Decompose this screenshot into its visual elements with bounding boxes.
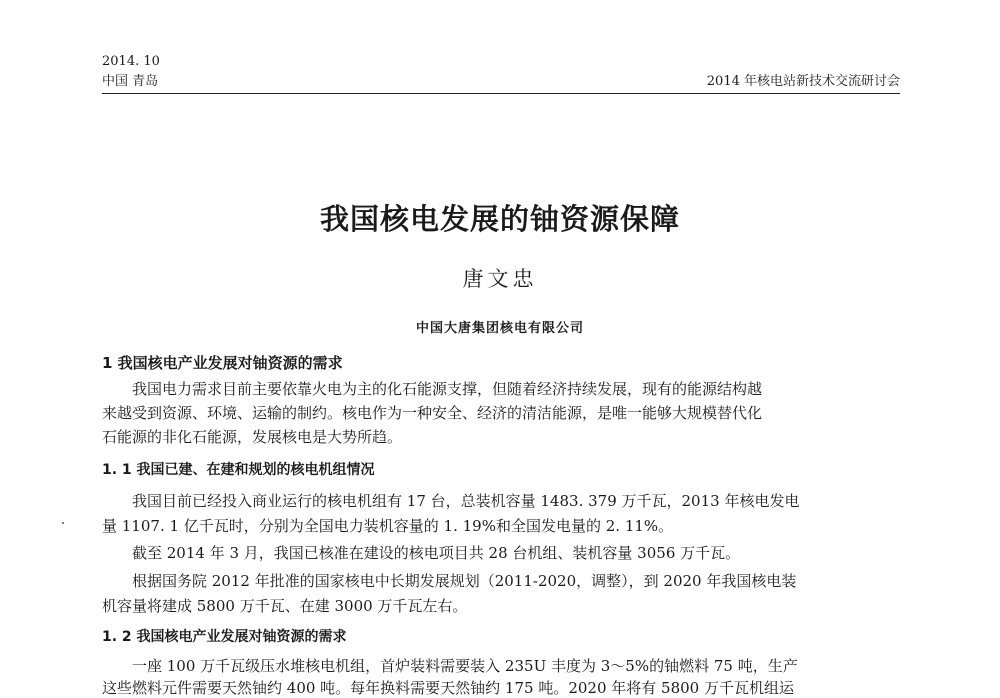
s11-p3-line2: 机容量将建成 5800 万千瓦、在建 3000 万千瓦左右。 xyxy=(102,597,468,615)
s11-p1-line1: 我国目前已经投入商业运行的核电机组有 17 台，总装机容量 1483. 379 万千瓦，2013 年核电发电 xyxy=(132,492,800,510)
header-date: 2014. 10 xyxy=(102,54,160,69)
s1-p1-line3: 石能源的非化石能源，发展核电是大势所趋。 xyxy=(102,428,403,446)
header-conference: 2014 年核电站新技术交流研讨会 xyxy=(706,74,900,89)
s11-p2: 截至 2014 年 3 月，我国已核准在建设的核电项目共 28 台机组、装机容量 3056 万千瓦。 xyxy=(132,544,741,562)
s11-p3-line1: 根据国务院 2012 年批准的国家核电中长期发展规划（2011-2020，调整），到 2020 年我国核电装 xyxy=(132,572,797,590)
s1-p1-line2: 来越受到资源、环境、运输的制约。核电作为一种安全、经济的清洁能源，是唯一能够大规模替代化 xyxy=(102,404,763,422)
scan-speck xyxy=(62,522,64,524)
s11-p1-line2: 量 1107. 1 亿千瓦时，分别为全国电力装机容量的 1. 19%和全国发电量的 2. 11%。 xyxy=(102,517,674,535)
header-location: 中国 青岛 xyxy=(102,74,159,89)
section-1-2-heading: 1. 2 我国核电产业发展对铀资源的需求 xyxy=(102,629,347,645)
s12-p1-line1: 一座 100 万千瓦级压水堆核电机组，首炉装料需要装入 235U 丰度为 3～5%的铀燃料 75 吨，生产 xyxy=(132,657,798,675)
paper-author: 唐文忠 xyxy=(462,267,538,291)
paper-title: 我国核电发展的铀资源保障 xyxy=(319,202,680,236)
header-rule xyxy=(102,93,900,94)
section-1-heading: 1 我国核电产业发展对铀资源的需求 xyxy=(102,354,343,372)
s12-p1-line2: 这些燃料元件需要天然铀约 400 吨。每年换料需要天然铀约 175 吨。2020 年将有 5800 万千瓦机组运 xyxy=(102,679,794,697)
section-1-1-heading: 1. 1 我国已建、在建和规划的核电机组情况 xyxy=(102,462,375,478)
s1-p1-line1: 我国电力需求目前主要依靠火电为主的化石能源支撑，但随着经济持续发展，现有的能源结构越 xyxy=(132,380,763,398)
paper-affiliation: 中国大唐集团核电有限公司 xyxy=(415,321,584,336)
